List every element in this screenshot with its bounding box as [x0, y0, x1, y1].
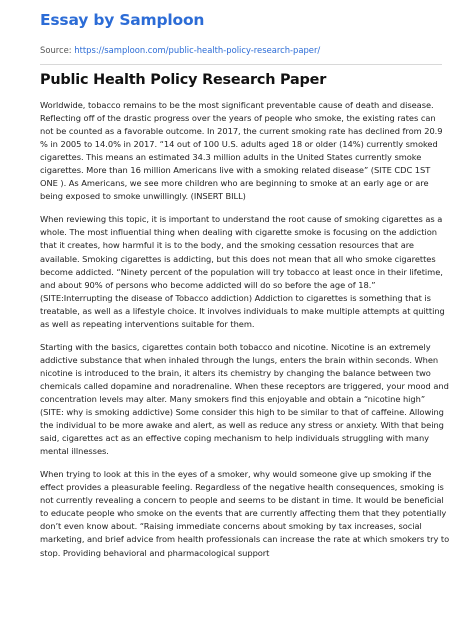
paragraph: Worldwide, tobacco remains to be the most significant preventable cause of death and disease. Reflecting off of the drastic progress over the years of people who smoke, the existing rates can not be counted as a favorable outcome. In 2017, the current smoking rate has declined from 20.9 % in 2005 to 14.0% in 2017. “14 out of 100 U.S. adults aged 18 or older (14%) currently smoked cigarettes. This means an estimated 34.3 million adults in the United States currently smoke cigarettes. More than 16 million Americans live with a smoking related disease” (SITE CDC 1ST ONE ). As Americans, we see more children who are beginning to smoke at an early age or are being exposed to smoke unwillingly. (INSERT BILL)	[40, 100, 443, 202]
paragraph: When reviewing this topic, it is important to understand the root cause of smoking cigarettes as a whole. The most influential thing when dealing with cigarette smoke is focusing on the addiction that it creates, how harmful it is to the body, and the smoking cessation resources that are available. Smoking cigarettes is addicting, but this does not mean that all who smoke cigarettes become addicted. “Ninety percent of the population will try tobacco at least once in their lifetime, and about 90% of persons who become addicted will do so before the age of 18.” (SITE:Interrupting the disease of Tobacco addiction) Addiction to cigarettes is something that is treatable, as well as a lifestyle choice. It involves individuals to make multiple attempts at quitting as well as repeating interventions suitable for them.	[40, 214, 445, 329]
source-link[interactable]: https://samploon.com/public-health-policy-research-paper/	[74, 45, 321, 55]
paragraph: When trying to look at this in the eyes of a smoker, why would someone give up smoking if the effect provides a pleasurable feeling. Regardless of the negative health consequences, smoking is not currently revealing a concern to people and seems to be distant in time. It would be beneficial to educate people who smoke on the events that are currently affecting them that they potentially don’t even know about. “Raising immediate concerns about smoking by tax increases, social marketing, and brief advice from health professionals can increase the rate at which smokers try to stop. Providing behavioral and pharmacological support	[40, 469, 450, 558]
source-label: Source:	[40, 45, 72, 55]
paragraph: Starting with the basics, cigarettes contain both tobacco and nicotine. Nicotine is an extremely addictive substance that when inhaled through the lungs, enters the brain within seconds. When nicotine is introduced to the brain, it alters its chemistry by changing the balance between two chemicals called dopamine and noradrenaline. When these receptors are triggered, your mood and concentration levels may alter. Many smokers find this enjoyable and obtain a “nicotine high” (SITE: why is smoking addictive) Some consider this high to be similar to that of caffeine. Allowing the individual to be more awake and alert, as well as reduce any stress or anxiety. With that being said, cigarettes act as an effective coping mechanism to help individuals struggling with many mental illnesses.	[40, 341, 449, 457]
header-divider	[40, 64, 442, 65]
paper-title: Public Health Policy Research Paper	[40, 72, 327, 88]
source-line	[40, 45, 320, 55]
brand-title: Essay by Samploon	[40, 11, 205, 29]
article-body	[40, 99, 450, 570]
